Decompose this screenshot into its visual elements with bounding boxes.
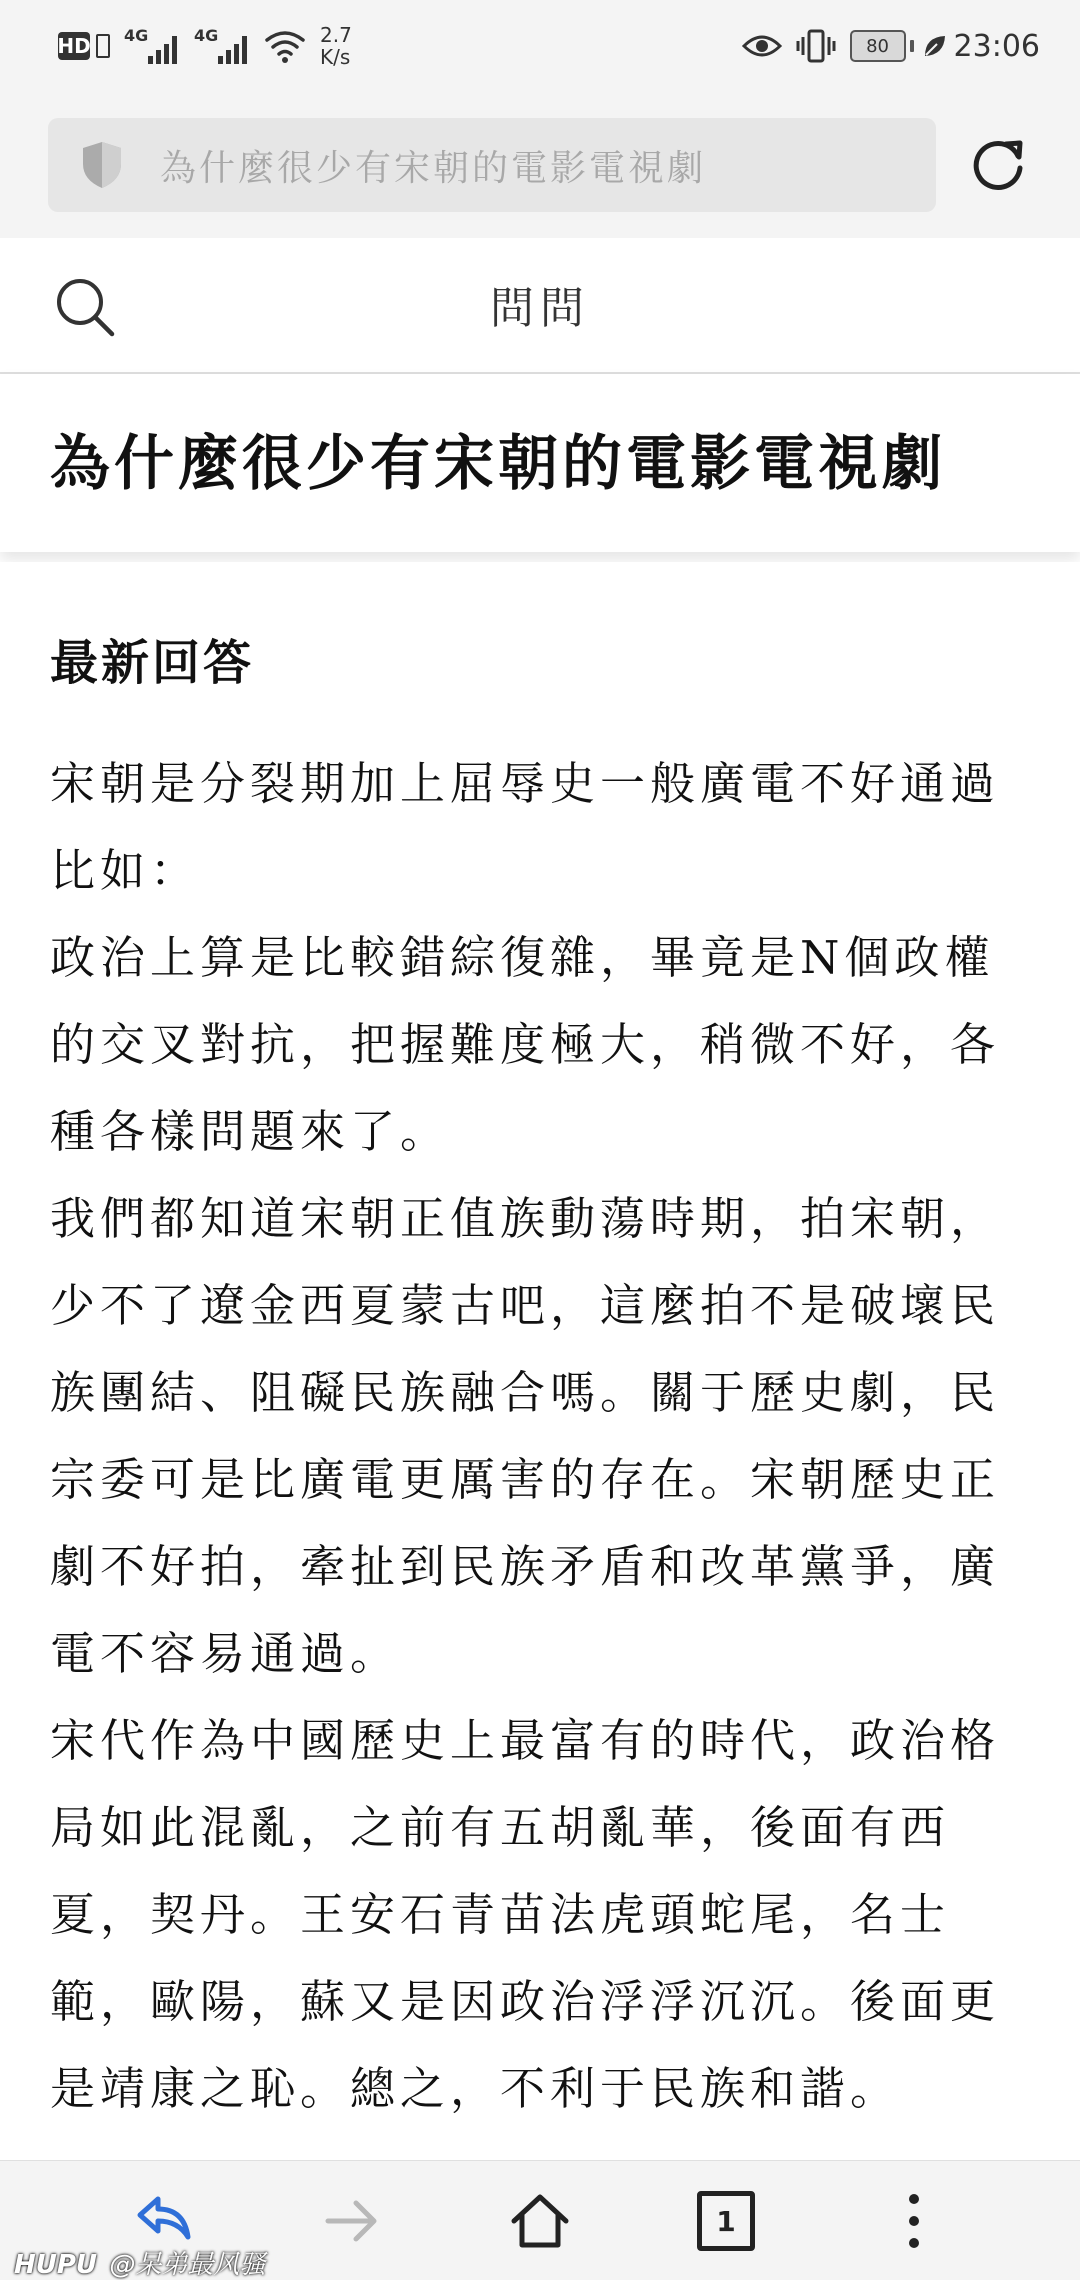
section-heading: 最新回答 bbox=[50, 635, 255, 691]
battery-icon bbox=[850, 30, 906, 62]
battery-level: 80 bbox=[866, 35, 889, 57]
question-card bbox=[0, 374, 1080, 552]
hd-icon: HD bbox=[57, 34, 91, 58]
more-button[interactable] bbox=[874, 2181, 954, 2261]
vibrate-icon bbox=[796, 28, 836, 64]
status-bar bbox=[0, 0, 1080, 92]
clock: 23:06 bbox=[953, 28, 1040, 64]
site-title: 問問 bbox=[490, 283, 590, 334]
home-button[interactable] bbox=[500, 2181, 580, 2261]
tabs-icon[interactable] bbox=[697, 2191, 755, 2251]
leaf-icon bbox=[922, 33, 948, 59]
eye-icon bbox=[742, 31, 782, 61]
answer-body bbox=[50, 740, 1016, 2132]
answer-paragraph: 政治上算是比較錯綜復雜，畢竟是N個政權的交叉對抗，把握難度極大，稍微不好，各種各樣問題來了。 bbox=[50, 931, 1001, 1158]
watermark bbox=[14, 2244, 265, 2280]
sim-icon bbox=[96, 34, 110, 58]
signal-label: 4G bbox=[194, 26, 219, 45]
wifi-icon bbox=[264, 28, 306, 64]
status-right bbox=[742, 18, 1040, 74]
answer-paragraph: 我們都知道宋朝正值族動蕩時期，拍宋朝，少不了遼金西夏蒙古吧，這麼拍不是破壞民族團結、阻礙民族融合嗎。關于歷史劇，民宗委可是比廣電更厲害的存在。宋朝歷史正劇不好拍，牽扯到民族矛盾和改革黨爭，廣電不容易通過。 bbox=[50, 1192, 1001, 1680]
url-text[interactable]: 為什麼很少有宋朝的電影電視劇 bbox=[160, 147, 707, 189]
tab-count: 1 bbox=[716, 2204, 736, 2238]
battery-tip bbox=[910, 40, 914, 52]
signal-label: 4G bbox=[124, 26, 149, 45]
tabs-button[interactable] bbox=[686, 2181, 766, 2261]
address-bar bbox=[0, 92, 1080, 238]
question-title: 為什麼很少有宋朝的電影電視劇 bbox=[50, 429, 946, 499]
network-speed bbox=[320, 24, 352, 68]
answer-paragraph: 宋朝是分裂期加上屈辱史一般廣電不好通過比如： bbox=[50, 757, 1001, 897]
forward-button[interactable] bbox=[312, 2181, 392, 2261]
site-header bbox=[0, 238, 1080, 374]
refresh-icon[interactable] bbox=[968, 134, 1028, 194]
speed-unit: K/s bbox=[320, 45, 351, 69]
signal-icon bbox=[194, 26, 254, 66]
signal-icon bbox=[124, 26, 184, 66]
more-icon[interactable] bbox=[882, 2189, 946, 2253]
home-icon[interactable] bbox=[508, 2189, 572, 2253]
answer-section bbox=[0, 562, 1080, 2160]
status-left bbox=[58, 18, 352, 74]
watermark-brand: HUPU bbox=[14, 2250, 98, 2280]
watermark-user: @呆弟最风骚 bbox=[109, 2250, 266, 2280]
forward-icon[interactable] bbox=[320, 2189, 384, 2253]
speed-value: 2.7 bbox=[320, 23, 352, 47]
answer-paragraph: 宋代作為中國歷史上最富有的時代，政治格局如此混亂，之前有五胡亂華，後面有西夏，契丹。王安石青苗法虎頭蛇尾，名士範，歐陽，蘇又是因政治浮浮沉沉。後面更是靖康之恥。總之，不利于民族和諧。 bbox=[50, 1714, 1001, 2115]
url-field[interactable] bbox=[48, 118, 936, 212]
shield-icon[interactable] bbox=[80, 140, 124, 190]
